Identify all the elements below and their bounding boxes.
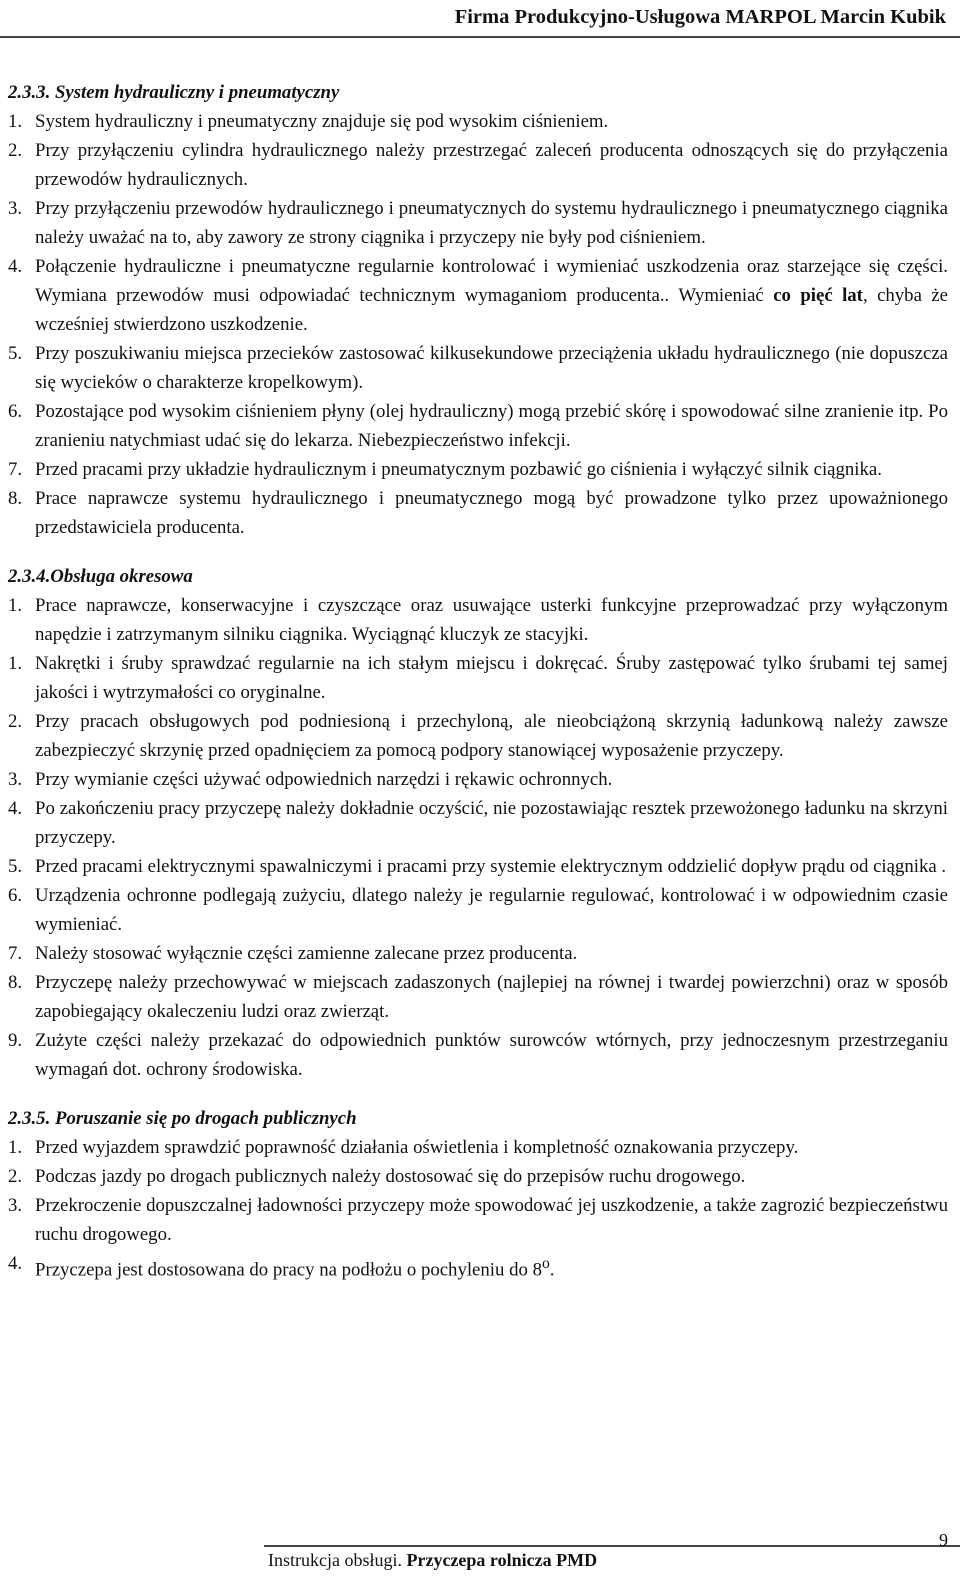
list-item: 3. Przekroczenie dopuszczalnej ładowności przyczepy może spowodować jej uszkodzenie, a także zagrozić bezpieczeństwu ruchu drogowego. <box>8 1195 948 1245</box>
list-item: 1. Przed wyjazdem sprawdzić poprawność działania oświetlenia i kompletność oznakowania przyczepy. <box>8 1137 799 1158</box>
list-item: 1. Prace naprawcze, konserwacyjne i czyszczące oraz usuwające usterki funkcyjne przeprowadzać przy wyłączonym napędzie i zatrzymanym silniku ciągnika. Wyciągnąć kluczyk ze stacyjki. <box>8 595 948 645</box>
footer-product: Przyczepa rolnicza PMD <box>406 1550 598 1570</box>
list-item: 7. Należy stosować wyłącznie części zamienne zalecane przez producenta. <box>8 943 578 964</box>
list-item: 7. Przed pracami przy układzie hydraulicznym i pneumatycznym pozbawić go ciśnienia i wyłączyć silnik ciągnika. <box>8 459 882 480</box>
section-title-public-roads: 2.3.5. Poruszanie się po drogach publicznych <box>8 1108 357 1129</box>
list-item: 2. Przy pracach obsługowych pod podniesioną i przechyloną, ale nieobciążoną skrzynią ładunkową należy zawsze zabezpieczyć skrzynię przed opadnięciem za pomocą podpory stanowiącej wyposażenie przyczepy. <box>8 711 948 761</box>
list-item: 8. Przyczepę należy przechowywać w miejscach zadaszonych (najlepiej na równej i twardej powierzchni) oraz w sposób zapobiegający okaleczeniu ludzi oraz zwierząt. <box>8 972 948 1022</box>
list-item: 5. Przy poszukiwaniu miejsca przecieków zastosować kilkusekundowe przeciążenia układu hydraulicznego (nie dopuszcza się wycieków o charakterze kropelkowym). <box>8 343 948 393</box>
list-item: 8. Prace naprawcze systemu hydraulicznego i pneumatycznego mogą być prowadzone tylko przez upoważnionego przedstawiciela producenta. <box>8 488 948 538</box>
list-item: 6. Pozostające pod wysokim ciśnieniem płyny (olej hydrauliczny) mogą przebić skórę i spowodować silne zranienie itp. Po zranieniu natychmiast udać się do lekarza. Niebezpieczeństwo infekcji. <box>8 401 948 451</box>
list-item: 6. Urządzenia ochronne podlegają zużyciu, dlatego należy je regularnie regulować, kontrolować i w odpowiednim czasie wymieniać. <box>8 885 948 935</box>
footer-label: Instrukcja obsługi. <box>268 1550 402 1570</box>
list-item: 1. Nakrętki i śruby sprawdzać regularnie na ich stałym miejscu i dokręcać. Śruby zastępować tylko śrubami tej samej jakości i wytrzymałości co oryginalne. <box>8 653 948 703</box>
document-header: Firma Produkcyjno-Usługowa MARPOL Marcin Kubik <box>454 6 946 28</box>
list-item: 4. Połączenie hydrauliczne i pneumatyczne regularnie kontrolować i wymieniać uszkodzenia oraz starzejące się części. Wymiana przewodów musi odpowiadać technicznym wymaganiom producenta.. Wymieniać co pięć lat, chyba że wcześniej stwierdzono uszkodzenie. <box>8 256 948 335</box>
list-item: 4. Przyczepa jest dostosowana do pracy na podłożu o pochyleniu do 8$^o$. <box>8 1253 555 1281</box>
list-item: 2. Przy przyłączeniu cylindra hydraulicznego należy przestrzegać zaleceń producenta odnoszących się do przyłączenia przewodów hydraulicznych. <box>8 140 948 190</box>
section-title-hydraulics: 2.3.3. System hydrauliczny i pneumatyczny <box>8 82 340 103</box>
list-item: 4. Po zakończeniu pracy przyczepę należy dokładnie oczyścić, nie pozostawiając resztek przewożonego ładunku na skrzyni przyczepy. <box>8 798 948 848</box>
list-item: 5. Przed pracami elektrycznymi spawalniczymi i pracami przy systemie elektrycznym oddzielić dopływ prądu od ciągnika . <box>8 856 947 877</box>
header-rule <box>0 36 960 38</box>
page-number: 9 <box>939 1530 948 1550</box>
document-footer <box>268 1547 597 1573</box>
section-title-maintenance: 2.3.4.Obsługa okresowa <box>8 566 193 587</box>
emphasis-interval: co pięć lat <box>773 285 863 306</box>
list-item: 9. Zużyte części należy przekazać do odpowiednich punktów surowców wtórnych, przy jednoczesnym przestrzeganiu wymagań dot. ochrony środowiska. <box>8 1030 948 1080</box>
list-item: 2. Podczas jazdy po drogach publicznych należy dostosować się do przepisów ruchu drogowego. <box>8 1166 746 1187</box>
document-body <box>8 78 948 1284</box>
list-item: 3. Przy przyłączeniu przewodów hydraulicznego i pneumatycznych do systemu hydraulicznego i pneumatycznego ciągnika należy uważać na to, aby zawory ze strony ciągnika i przyczepy nie były pod ciśnieniem. <box>8 198 948 248</box>
list-item: 1. System hydrauliczny i pneumatyczny znajduje się pod wysokim ciśnieniem. <box>8 111 609 132</box>
list-item: 3. Przy wymianie części używać odpowiednich narzędzi i rękawic ochronnych. <box>8 769 613 790</box>
